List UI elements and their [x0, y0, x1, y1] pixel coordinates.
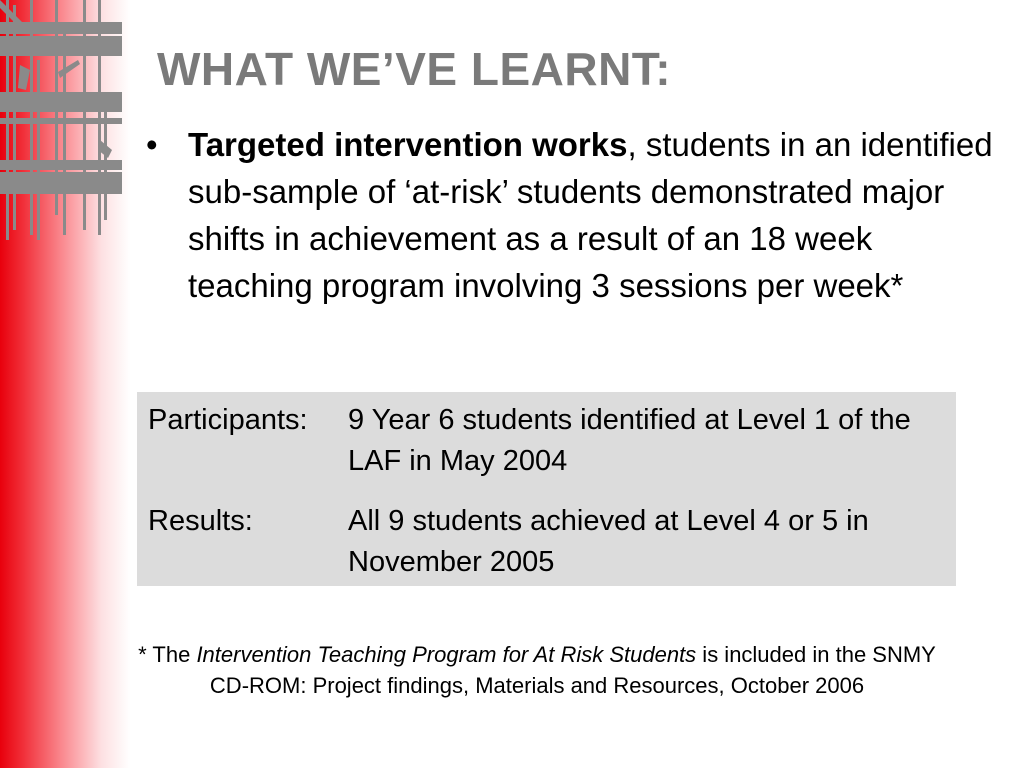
- footnote: [137, 639, 937, 701]
- footnote-program-title: Intervention Teaching Program for At Risk Students: [196, 642, 697, 667]
- footnote-prefix: * The: [138, 642, 197, 667]
- results-value: All 9 students achieved at Level 4 or 5 in November 2005: [348, 505, 869, 578]
- results-row: [148, 501, 946, 583]
- slide-title: WHAT WE’VE LEARNT:: [157, 43, 672, 95]
- footnote-suffix: is included in the SNMY CD-ROM: Project findings, Materials and Resources, October 2006: [209, 642, 936, 698]
- bullet-body: , students in an identified sub-sample of ‘at-risk’ students demonstrated major shifts in achievement as a result of an 18 week teaching program involving 3 sessions per week*: [188, 126, 993, 304]
- results-label: Results:: [148, 505, 253, 537]
- participants-row: [148, 400, 946, 482]
- bullet-text: [188, 121, 996, 309]
- participants-results-box: [137, 392, 956, 586]
- bullet-bold-lead: Targeted intervention works: [188, 126, 628, 163]
- participants-value: 9 Year 6 students identified at Level 1 of the LAF in May 2004: [348, 404, 911, 477]
- bullet-marker: •: [146, 126, 158, 163]
- participants-label: Participants:: [148, 404, 308, 436]
- bullet-point: [146, 121, 996, 309]
- abstract-grid-logo-icon: [0, 0, 125, 245]
